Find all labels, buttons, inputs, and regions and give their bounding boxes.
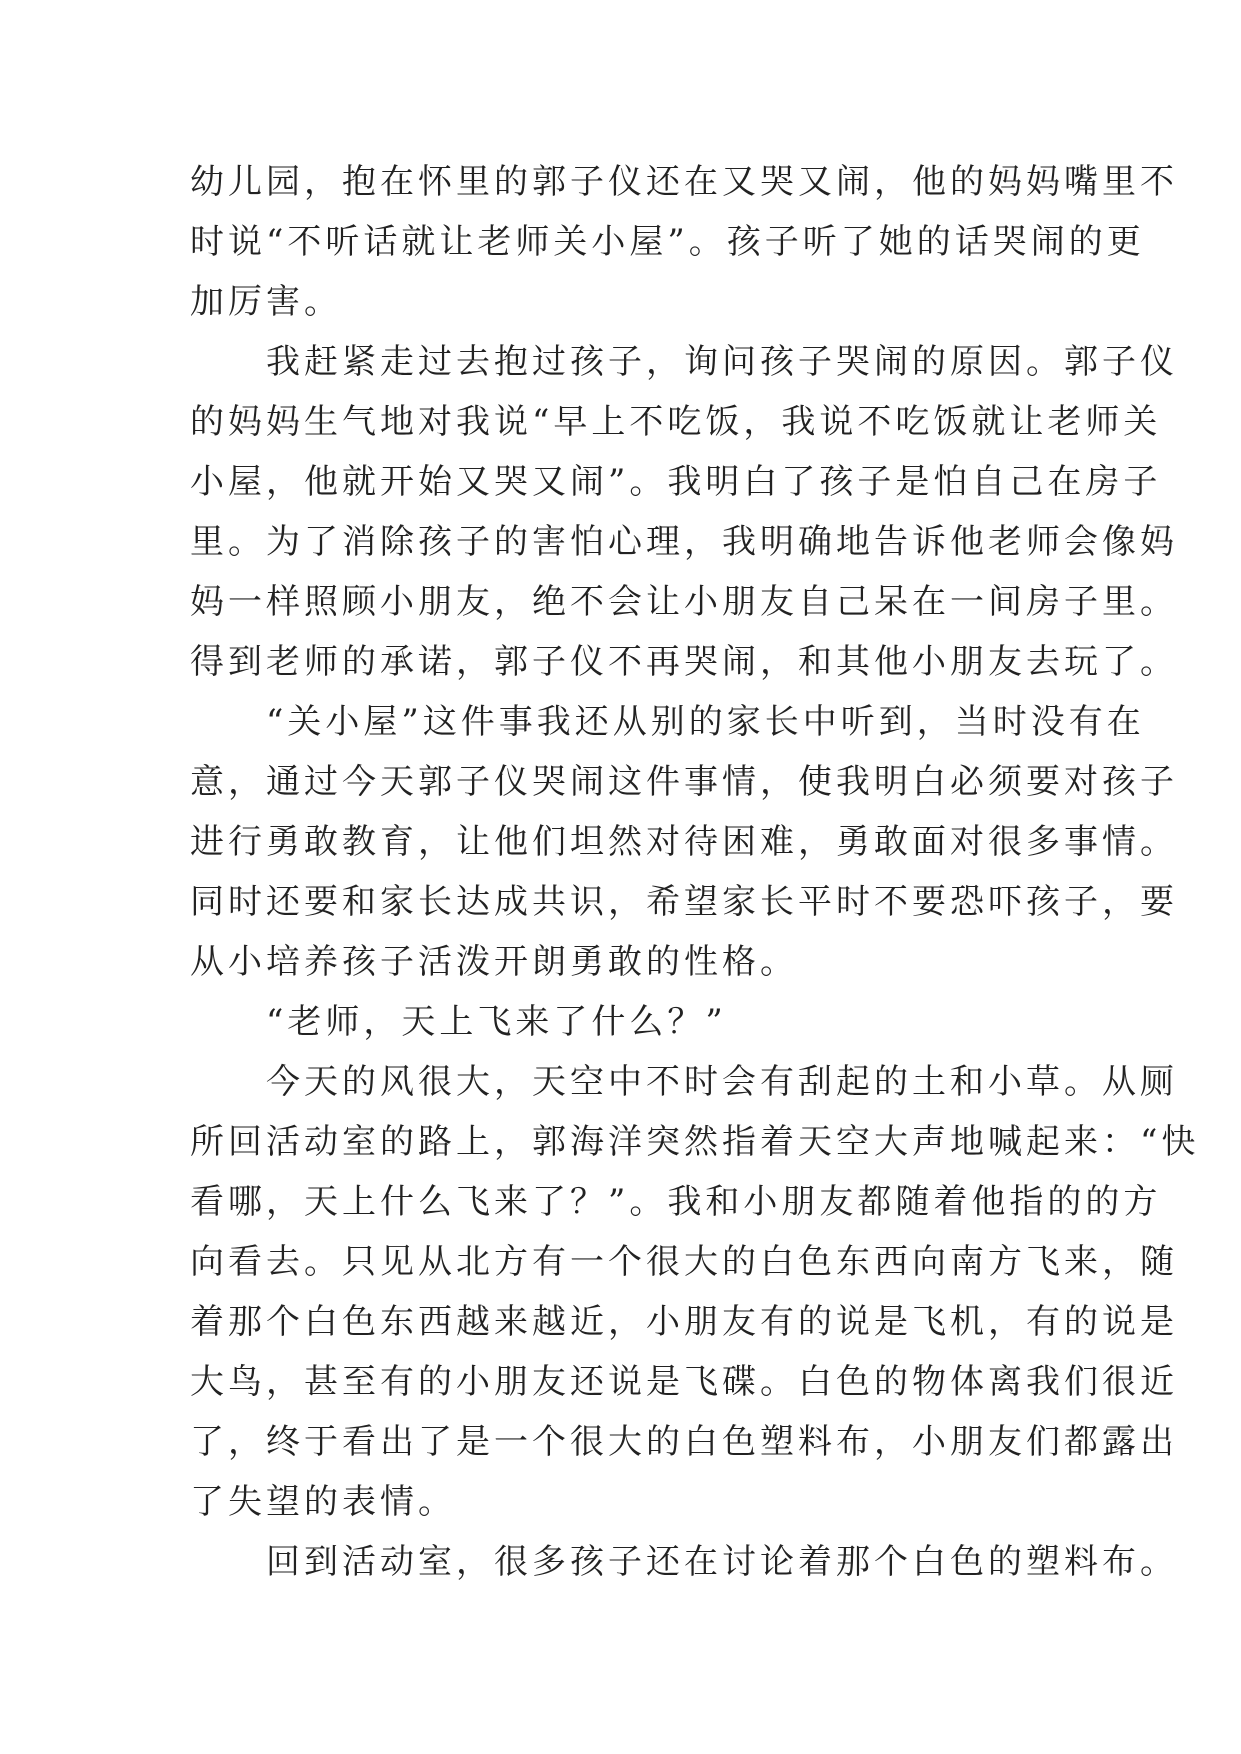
text-line: 从小培养孩子活泼开朗勇敢的性格。 bbox=[190, 942, 798, 982]
text-line: 里。为了消除孩子的害怕心理，我明确地告诉他老师会像妈 bbox=[190, 522, 1178, 562]
text-line: 时说“不听话就让老师关小屋”。孩子听了她的话哭闹的更 bbox=[190, 222, 1145, 262]
text-line: 意，通过今天郭子仪哭闹这件事情，使我明白必须要对孩子 bbox=[190, 762, 1178, 802]
text-line: 我赶紧走过去抱过孩子，询问孩子哭闹的原因。郭子仪 bbox=[190, 342, 1178, 382]
text-line: 小屋，他就开始又哭又闹”。我明白了孩子是怕自己在房子 bbox=[190, 462, 1162, 502]
text-line: 了失望的表情。 bbox=[190, 1482, 456, 1522]
text-line: 了，终于看出了是一个很大的白色塑料布，小朋友们都露出 bbox=[190, 1422, 1178, 1462]
text-line: 大鸟，甚至有的小朋友还说是飞碟。白色的物体离我们很近 bbox=[190, 1362, 1178, 1402]
text-line: 着那个白色东西越来越近，小朋友有的说是飞机，有的说是 bbox=[190, 1302, 1178, 1342]
text-line: 妈一样照顾小朋友，绝不会让小朋友自己呆在一间房子里。 bbox=[190, 582, 1178, 622]
text-line: 看哪，天上什么飞来了？”。我和小朋友都随着他指的的方 bbox=[190, 1182, 1162, 1222]
text-line: 幼儿园，抱在怀里的郭子仪还在又哭又闹，他的妈妈嘴里不 bbox=[190, 162, 1178, 202]
text-line: 的妈妈生气地对我说“早上不吃饭，我说不吃饭就让老师关 bbox=[190, 402, 1162, 442]
text-line: “关小屋”这件事我还从别的家长中听到，当时没有在 bbox=[190, 702, 1145, 742]
text-line: 今天的风很大，天空中不时会有刮起的土和小草。从厕 bbox=[190, 1062, 1178, 1102]
body-text bbox=[190, 152, 1200, 1592]
text-line: 得到老师的承诺，郭子仪不再哭闹，和其他小朋友去玩了。 bbox=[190, 642, 1178, 682]
text-line: 进行勇敢教育，让他们坦然对待困难，勇敢面对很多事情。 bbox=[190, 822, 1178, 862]
text-line: 回到活动室，很多孩子还在讨论着那个白色的塑料布。 bbox=[190, 1542, 1178, 1582]
text-line: 加厉害。 bbox=[190, 282, 342, 322]
text-line: 所回活动室的路上，郭海洋突然指着天空大声地喊起来：“快 bbox=[190, 1122, 1200, 1162]
text-line: 同时还要和家长达成共识，希望家长平时不要恐吓孩子，要 bbox=[190, 882, 1178, 922]
text-line: 向看去。只见从北方有一个很大的白色东西向南方飞来，随 bbox=[190, 1242, 1178, 1282]
section-heading: “老师，天上飞来了什么？” bbox=[190, 1002, 727, 1042]
